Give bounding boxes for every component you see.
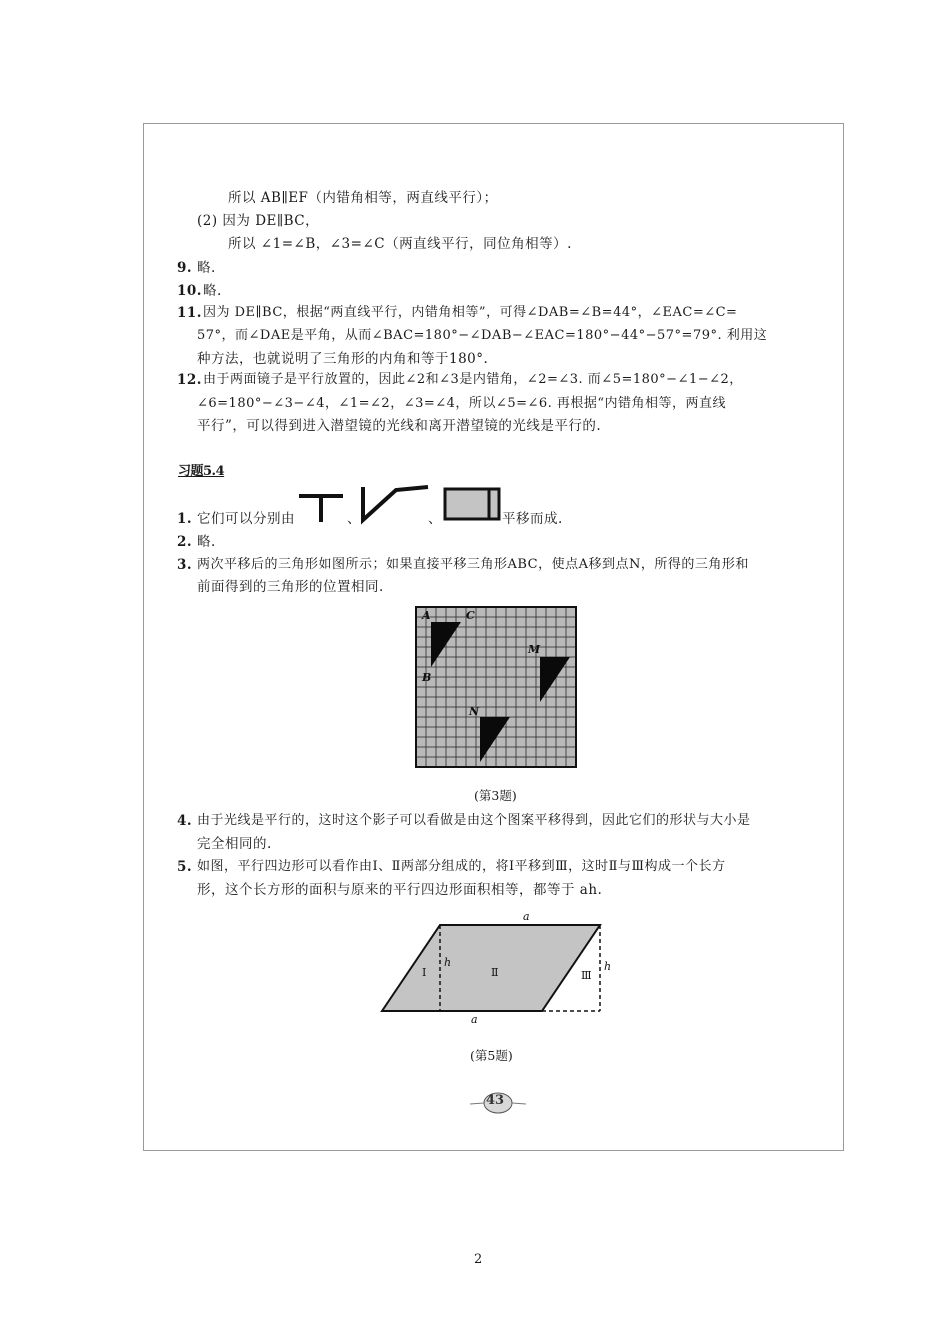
rectangle-shape-icon (442, 486, 504, 522)
label-n: N (469, 705, 480, 718)
q12-number: 12. (177, 372, 202, 388)
s1-text: 它们可以分别由 (197, 511, 295, 527)
badge-number: 43 (486, 1093, 505, 1108)
s5-line-b: 形，这个长方形的面积与原来的平行四边形面积相等，都等于 ah. (197, 882, 603, 898)
page-number: 2 (474, 1252, 483, 1267)
label-c: C (466, 609, 475, 622)
s1-separator-2: 、 (428, 511, 442, 527)
label-region-3: Ⅲ (581, 969, 592, 982)
figure-3-caption: (第3题) (474, 788, 517, 803)
label-region-2: Ⅱ (491, 966, 499, 979)
q11-line-b: 57°，而∠DAE是平角，从而∠BAC=180°−∠DAB−∠EAC=180°−44°−57°=79°. 利用这 (197, 328, 768, 343)
s4-line-a: 由于光线是平行的，这时这个影子可以看做是由这个图案平移得到，因此它们的形状与大小是 (197, 813, 751, 828)
figure-3-grid (414, 605, 578, 769)
q11-number: 11. (177, 305, 202, 321)
label-h-left: h (444, 956, 452, 969)
label-b: B (422, 671, 432, 684)
s5-number: 5. (177, 859, 193, 875)
s2-number: 2. (177, 534, 193, 550)
q11-line-c: 种方法，也就说明了三角形的内角和等于180°. (197, 351, 489, 367)
q10-number: 10. (177, 283, 202, 299)
page-badge (470, 1090, 526, 1116)
answer-line-3: 所以 ∠1=∠B，∠3=∠C（两直线平行，同位角相等）. (228, 236, 572, 252)
v-shape-icon (360, 484, 432, 524)
q12-line-c: 平行”，可以得到进入潜望镜的光线和离开潜望镜的光线是平行的. (197, 418, 602, 434)
q9-number: 9. (177, 260, 193, 276)
s3-line-b: 前面得到的三角形的位置相同. (197, 579, 384, 595)
figure-5-caption: (第5题) (470, 1048, 513, 1063)
label-region-1: Ⅰ (422, 966, 427, 979)
label-a-top: a (523, 910, 530, 923)
label-m: M (528, 643, 541, 656)
q12-line-b: ∠6=180°−∠3−∠4，∠1=∠2，∠3=∠4，所以∠5=∠6. 再根据“内错角相等，两直线 (197, 396, 727, 411)
q11-line-a: 因为 DE∥BC，根据“两直线平行，内错角相等”，可得∠DAB=∠B=44°，∠EAC=∠C= (203, 305, 738, 320)
s1-separator-1: 、 (347, 511, 361, 527)
label-a-bottom: a (471, 1013, 478, 1026)
q10-text: 略. (203, 283, 222, 299)
s2-text: 略. (197, 534, 216, 550)
s1-end: 平移而成. (502, 511, 563, 527)
q9-text: 略. (197, 260, 216, 276)
s4-line-b: 完全相同的. (197, 836, 272, 852)
answer-line-2: (2) 因为 DE∥BC， (197, 213, 320, 229)
label-h-right: h (604, 960, 612, 973)
section-heading: 习题5.4 (178, 464, 225, 479)
s3-number: 3. (177, 557, 193, 573)
figure-5-parallelogram (378, 908, 610, 1030)
q12-line-a: 由于两面镜子是平行放置的，因此∠2和∠3是内错角，∠2=∠3. 而∠5=180°−∠1−∠2， (203, 372, 743, 387)
s4-number: 4. (177, 813, 193, 829)
answer-line-1: 所以 AB∥EF（内错角相等，两直线平行）； (228, 190, 498, 206)
s1-number: 1. (177, 511, 193, 527)
s5-line-a: 如图，平行四边形可以看作由Ⅰ、Ⅱ两部分组成的，将Ⅰ平移到Ⅲ，这时Ⅱ与Ⅲ构成一个长方 (197, 859, 726, 874)
label-a: A (422, 609, 431, 622)
t-shape-icon (297, 492, 347, 524)
s3-line-a: 两次平移后的三角形如图所示；如果直接平移三角形ABC，使点A移到点N，所得的三角形和 (197, 557, 749, 572)
